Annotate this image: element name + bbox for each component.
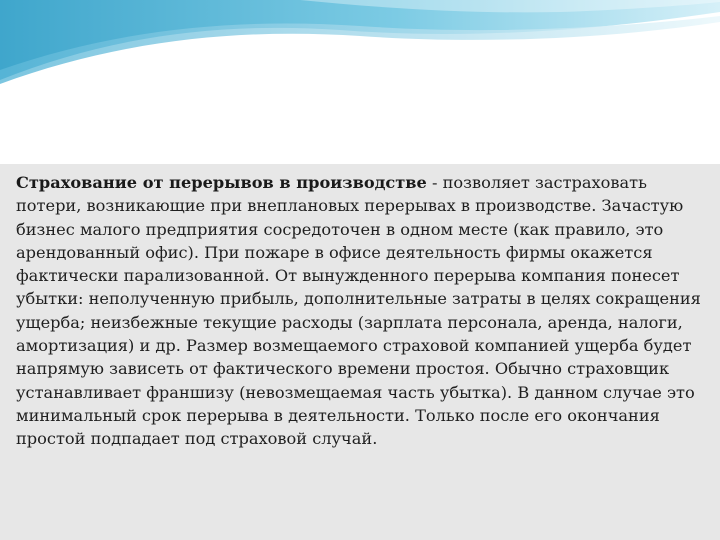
body-continuation: - позволяет застраховать потери, возникающие при внеплановых перерывах в производстве. Зачастую бизнес малого предприятия сосредоточен в одном месте (как правило, это арендованный офис). При пожаре в офисе деятельность фирмы окажется фактически парализованной. От вынужденного перерыва компания понесет убытки: неполученную прибыль, дополнительные затраты в целях сокращения ущерба; неизбежные текущие расходы (зарплата персонала, аренда, налоги, амортизация) и др. Размер возмещаемого страховой компанией ущерба будет напрямую зависеть от фактического времени простоя. Обычно страховщик устанавливает франшизу (невозмещаемая часть убытка). В данном случае это минимальный срок перерыва в деятельности. Только после его окончания простой подпадает под страховой случай. [16, 173, 701, 449]
bold-lead: Страхование от перерывов в производстве [16, 173, 427, 192]
slide-body-text [16, 171, 706, 451]
header-wave-decoration [0, 0, 720, 90]
